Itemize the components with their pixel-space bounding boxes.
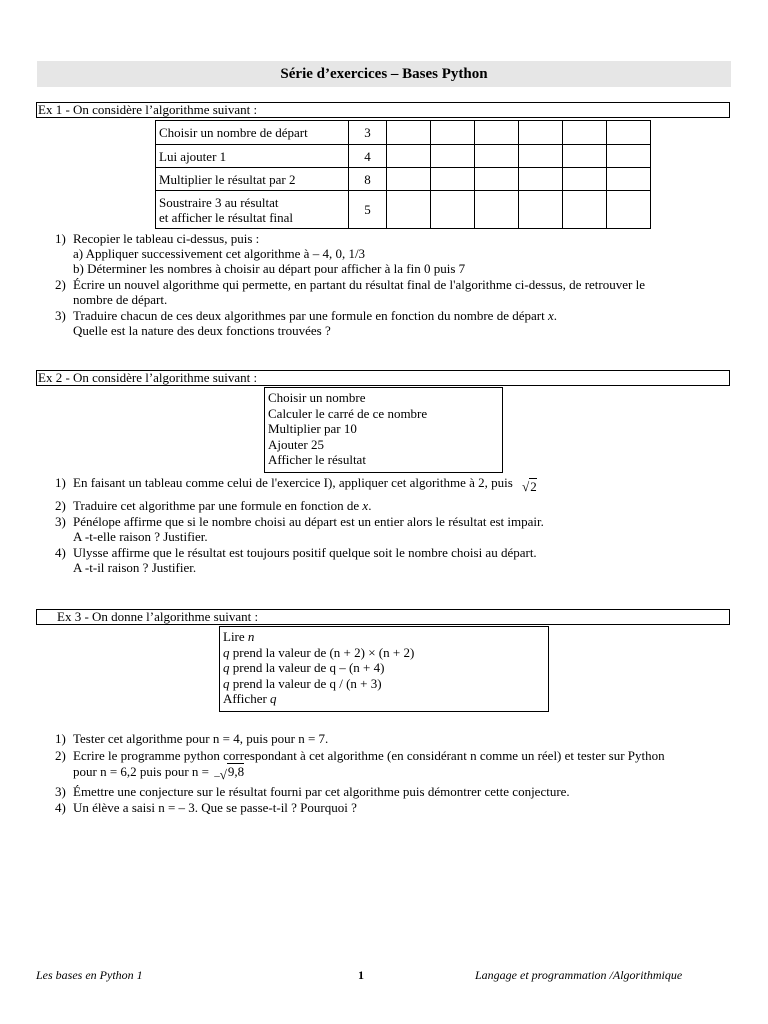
question-text-part: En faisant un tableau comme celui de l'exercice I), appliquer cet algorithme à 2, puis <box>73 475 513 490</box>
table-cell-blank <box>387 121 431 145</box>
ex1-question-2-cont: nombre de départ. <box>73 292 168 307</box>
ex1-question-1a: a) Appliquer successivement cet algorithme à – 4, 0, 1/3 <box>73 246 366 261</box>
question-text: Un élève a saisi n = – 3. Que se passe-t-il ? Pourquoi ? <box>73 800 357 815</box>
question-number: 2) <box>55 748 66 763</box>
ex1-heading: Ex 1 - On considère l’algorithme suivant : <box>36 102 730 118</box>
question-text: Recopier le tableau ci-dessus, puis : <box>73 231 260 246</box>
table-cell-blank <box>563 121 607 145</box>
table-cell-blank <box>519 191 563 229</box>
algorithm-line: Afficher le résultat <box>268 452 366 467</box>
table-cell-blank <box>431 168 475 191</box>
question-text: Écrire un nouvel algorithme qui permette, en partant du résultat final de l'algorithme ci-dessus, de retrouver le <box>73 277 645 292</box>
table-cell-blank <box>475 145 519 168</box>
question-text: Émettre une conjecture sur le résultat fourni par cet algorithme puis démontrer cette conjecture. <box>73 784 570 799</box>
question-text: Pénélope affirme que si le nombre choisi au départ est un entier alors le résultat est impair. <box>73 514 544 529</box>
title-bar <box>37 61 731 87</box>
question-text <box>73 498 371 513</box>
table-cell-blank <box>607 145 651 168</box>
table-cell-label: Multiplier le résultat par 2 <box>156 168 349 191</box>
variable-q: q <box>223 660 230 675</box>
table-cell-blank <box>431 121 475 145</box>
table-cell-blank <box>475 191 519 229</box>
question-text: Ecrire le programme python correspondant à cet algorithme (en considérant n comme un réel) et tester sur Python <box>73 748 665 763</box>
ex1-algorithm-table <box>155 120 651 229</box>
table-cell-blank <box>563 191 607 229</box>
table-cell-blank <box>519 145 563 168</box>
question-number: 1) <box>55 731 66 746</box>
question-number: 1) <box>55 231 66 246</box>
question-number: 2) <box>55 277 66 292</box>
table-cell-blank <box>607 121 651 145</box>
question-number: 4) <box>55 800 66 815</box>
question-text-part: . <box>553 308 557 323</box>
variable-n: n <box>247 629 255 644</box>
variable-q: q <box>223 644 230 660</box>
sqrt-expression <box>214 764 245 784</box>
algorithm-line: Ajouter 25 <box>268 436 324 452</box>
table-cell-label-line: et afficher le résultat final <box>159 209 294 225</box>
ex2-question-4-cont: A -t-il raison ? Justifier. <box>73 560 197 575</box>
table-cell-label: Lui ajouter 1 <box>156 145 349 168</box>
ex3-algorithm-box <box>219 626 549 712</box>
algorithm-line <box>223 660 545 676</box>
table-cell-label <box>156 191 349 229</box>
ex2-algorithm-box <box>264 387 503 473</box>
footer-left: Les bases en Python 1 <box>36 968 143 982</box>
question-text-part: Traduire cet algorithme par une formule en fonction de <box>73 498 360 513</box>
algorithm-line <box>223 676 545 692</box>
question-number: 2) <box>55 498 66 513</box>
variable-q: q <box>223 675 230 691</box>
question-number: 3) <box>55 514 66 529</box>
ex3-question-2-cont <box>73 764 244 781</box>
algorithm-text: prend la valeur de q – (n + 4) <box>232 660 385 675</box>
table-cell-blank <box>519 121 563 145</box>
ex2-question-3-cont: A -t-elle raison ? Justifier. <box>73 529 208 544</box>
negative-sign: – <box>214 770 220 782</box>
algorithm-text: prend la valeur de (n + 2) × (n + 2) <box>232 644 415 660</box>
table-cell-blank <box>431 145 475 168</box>
question-text <box>73 475 537 494</box>
algorithm-text: Lire <box>223 629 248 644</box>
footer-right: Langage et programmation /Algorithmique <box>475 968 683 982</box>
question-number: 3) <box>55 308 66 323</box>
table-cell-blank <box>475 168 519 191</box>
table-cell-blank <box>431 191 475 229</box>
variable-q: q <box>270 691 277 706</box>
table-cell-label-line: Soustraire 3 au résultat <box>159 194 279 210</box>
ex1-question-1b: b) Déterminer les nombres à choisir au départ pour afficher à la fin 0 puis 7 <box>73 261 466 276</box>
sqrt-symbol: √ <box>219 767 227 782</box>
question-text: Tester cet algorithme pour n = 4, puis pour n = 7. <box>73 731 329 746</box>
table-row <box>156 145 651 168</box>
algorithm-text: Afficher <box>223 691 271 706</box>
ex2-heading: Ex 2 - On considère l’algorithme suivant : <box>36 370 730 386</box>
table-cell-value: 5 <box>349 191 387 229</box>
question-number: 1) <box>55 475 66 490</box>
question-number: 4) <box>55 545 66 560</box>
table-cell-blank <box>387 168 431 191</box>
table-cell-blank <box>607 191 651 229</box>
sqrt-radicand: 2 <box>530 479 537 494</box>
algorithm-line: Calculer le carré de ce nombre <box>268 405 428 421</box>
algorithm-line: Choisir un nombre <box>268 390 366 405</box>
table-cell-value: 8 <box>349 168 387 191</box>
page-title: Série d’exercices – Bases Python <box>280 65 488 82</box>
algorithm-line <box>223 691 545 707</box>
algorithm-line <box>223 629 545 645</box>
question-text-part: Traduire chacun de ces deux algorithmes par une formule en fonction du nombre de départ <box>73 308 545 323</box>
table-cell-blank <box>563 168 607 191</box>
table-cell-blank <box>563 145 607 168</box>
variable-x: x <box>547 308 554 323</box>
algorithm-line: Multiplier par 10 <box>268 421 357 436</box>
ex3-heading: Ex 3 - On donne l’algorithme suivant : <box>36 609 730 625</box>
ex1-question-3-cont: Quelle est la nature des deux fonctions trouvées ? <box>73 323 331 338</box>
table-cell-label: Choisir un nombre de départ <box>156 121 349 145</box>
table-cell-blank <box>607 168 651 191</box>
sqrt-radicand: 9,8 <box>227 764 245 779</box>
page-number: 1 <box>358 968 364 982</box>
question-text: Ulysse affirme que le résultat est toujours positif quelque soit le nombre choisi au départ. <box>73 545 537 560</box>
sqrt-expression <box>522 479 537 494</box>
table-row <box>156 168 651 191</box>
table-row <box>156 121 651 145</box>
table-cell-value: 3 <box>349 121 387 145</box>
question-number: 3) <box>55 784 66 799</box>
table-cell-blank <box>519 168 563 191</box>
table-cell-blank <box>387 145 431 168</box>
table-cell-blank <box>387 191 431 229</box>
variable-x: x <box>362 498 369 513</box>
table-row <box>156 191 651 229</box>
question-text <box>73 308 557 323</box>
algorithm-line <box>223 645 545 661</box>
question-text-part: . <box>368 498 372 513</box>
table-cell-value: 4 <box>349 145 387 168</box>
table-cell-blank <box>475 121 519 145</box>
sqrt-symbol: √ <box>522 479 530 494</box>
algorithm-text: prend la valeur de q / (n + 3) <box>232 675 382 691</box>
question-text-part: pour n = 6,2 puis pour n = <box>73 764 209 779</box>
